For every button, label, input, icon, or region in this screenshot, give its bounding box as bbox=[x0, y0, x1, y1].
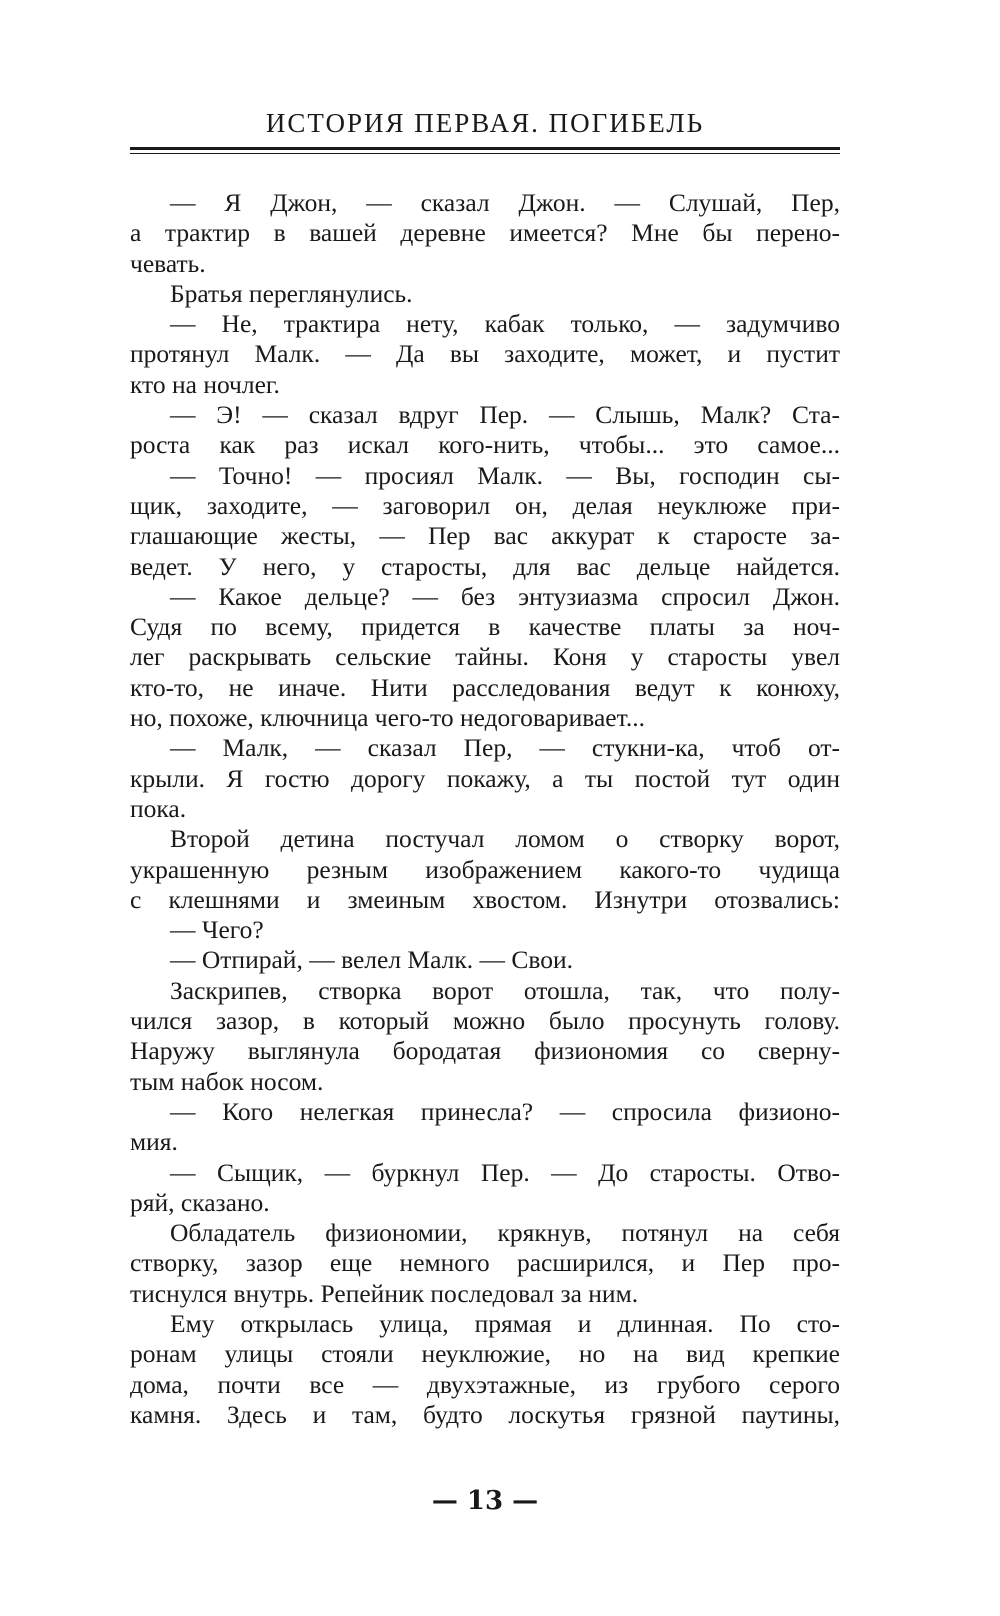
text-line: пока. bbox=[130, 793, 187, 823]
text-line: — Точно! — просиял Малк. — Вы, господин сы- bbox=[170, 460, 840, 490]
text-line: Братья переглянулись. bbox=[170, 278, 413, 308]
body-text bbox=[130, 188, 840, 1430]
text-line: камня. Здесь и там, будто лоскутья грязной паутины, bbox=[130, 1399, 840, 1429]
text-line: Заскрипев, створка ворот отошла, так, что полу- bbox=[170, 975, 840, 1005]
running-header: ИСТОРИЯ ПЕРВАЯ. ПОГИБЕЛЬ bbox=[265, 108, 705, 138]
text-line: тиснулся внутрь. Репейник последовал за ним. bbox=[130, 1278, 639, 1308]
text-line: лег раскрывать сельские тайны. Коня у старосты увел bbox=[130, 642, 840, 672]
text-line: — Отпирай, — велел Малк. — Свои. bbox=[170, 945, 574, 975]
text-line: ведет. У него, у старосты, для вас дельце найдется. bbox=[130, 551, 840, 581]
text-line: чился зазор, в который можно было просунуть голову. bbox=[130, 1006, 840, 1036]
page-number: — 13 — bbox=[431, 1486, 539, 1516]
text-line: кто-то, не иначе. Нити расследования ведут к конюху, bbox=[130, 672, 840, 702]
text-line: ронам улицы стояли неуклюжие, но на вид крепкие bbox=[130, 1339, 840, 1369]
text-line: кто на ночлег. bbox=[130, 369, 280, 399]
text-line: украшенную резным изображением какого-то чудища bbox=[130, 854, 840, 884]
text-line: Судя по всему, придется в качестве платы за ноч- bbox=[130, 612, 840, 642]
header-rule-thick bbox=[130, 147, 840, 150]
text-line: Второй детина постучал ломом о створку ворот, bbox=[170, 824, 840, 854]
text-line: крыли. Я гостю дорогу покажу, а ты постой тут один bbox=[130, 763, 840, 793]
text-line: с клешнями и змеиным хвостом. Изнутри отозвались: bbox=[130, 884, 840, 914]
header-rule-thin bbox=[130, 153, 840, 154]
text-line: — Сыщик, — буркнул Пер. — До старосты. Отво- bbox=[170, 1157, 840, 1187]
text-line: — Кого нелегкая принесла? — спросила физионо- bbox=[170, 1096, 840, 1126]
text-line: протянул Малк. — Да вы заходите, может, и пустит bbox=[130, 339, 840, 369]
text-line: — Не, трактира нету, кабак только, — задумчиво bbox=[170, 309, 840, 339]
text-line: Ему открылась улица, прямая и длинная. По сто- bbox=[170, 1308, 840, 1338]
text-line: а трактир в вашей деревне имеется? Мне бы перено- bbox=[130, 218, 840, 248]
text-line: — Малк, — сказал Пер, — стукни-ка, чтоб от- bbox=[170, 733, 840, 763]
text-line: Обладатель физиономии, крякнув, потянул на себя bbox=[170, 1218, 840, 1248]
text-line: мия. bbox=[130, 1127, 178, 1157]
text-line: но, похоже, ключница чего-то недоговаривает... bbox=[130, 703, 645, 733]
text-line: чевать. bbox=[130, 248, 206, 278]
text-line: тым набок носом. bbox=[130, 1066, 324, 1096]
text-line: Наружу выглянула бородатая физиономия со сверну- bbox=[130, 1036, 840, 1066]
text-line: створку, зазор еще немного расширился, и Пер про- bbox=[130, 1248, 840, 1278]
text-line: дома, почти все — двухэтажные, из грубого серого bbox=[130, 1369, 840, 1399]
text-line: — Чего? bbox=[170, 915, 264, 945]
text-line: — Э! — сказал вдруг Пер. — Слышь, Малк? Ста- bbox=[170, 400, 840, 430]
text-line: роста как раз искал кого-нить, чтобы... это самое... bbox=[130, 430, 840, 460]
text-line: ряй, сказано. bbox=[130, 1187, 270, 1217]
text-line: — Какое дельце? — без энтузиазма спросил Джон. bbox=[170, 581, 840, 611]
text-line: — Я Джон, — сказал Джон. — Слушай, Пер, bbox=[170, 188, 840, 217]
text-line: щик, заходите, — заговорил он, делая неуклюже при- bbox=[130, 490, 840, 520]
text-line: глашающие жесты, — Пер вас аккурат к старосте за- bbox=[130, 521, 840, 551]
